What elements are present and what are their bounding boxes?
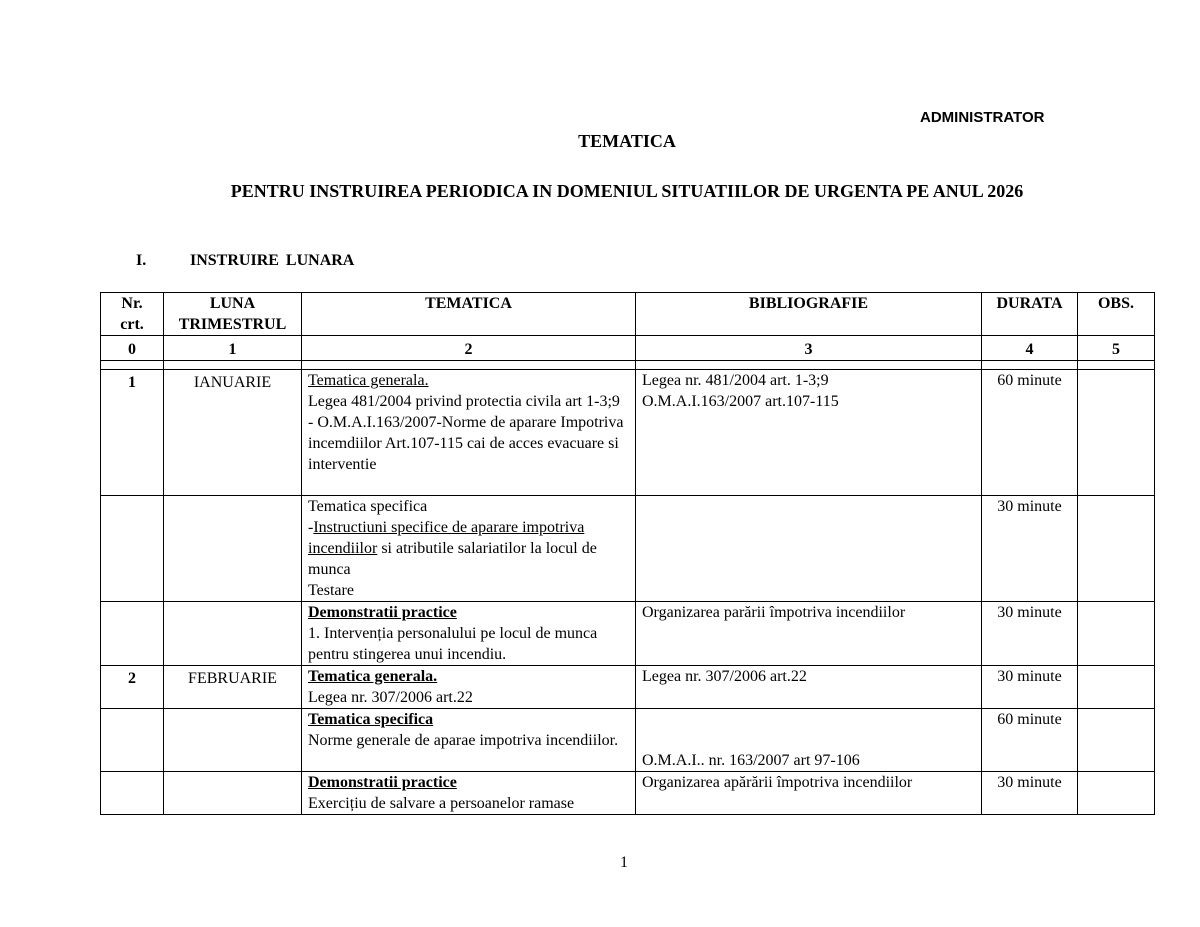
row-bibliografie <box>636 496 982 602</box>
column-number-row <box>101 336 1155 361</box>
tematica-body: Norme generale de aparae impotriva incendiilor. <box>308 732 619 749</box>
row-durata: 60 minute <box>982 709 1078 772</box>
table-row <box>101 496 1155 602</box>
spacer-row <box>101 361 1155 370</box>
row-bibliografie: Legea nr. 481/2004 art. 1-3;9 O.M.A.I.163/2007 art.107-115 <box>636 370 982 496</box>
table-header-row <box>101 293 1155 336</box>
header-durata: DURATA <box>982 293 1078 336</box>
tematica-body: Exercițiu de salvare a persoanelor ramase <box>308 795 575 812</box>
row-bibliografie: O.M.A.I.. nr. 163/2007 art 97-106 <box>636 709 982 772</box>
training-schedule-table <box>100 292 1155 815</box>
tematica-body: -Instructiuni specifice de aparare impotriva incendiilor si atributile salariatilor la locul de munca <box>308 519 597 578</box>
tematica-testare: Testare <box>308 582 354 599</box>
administrator-label: ADMINISTRATOR <box>920 109 1045 126</box>
table-row <box>101 772 1155 815</box>
row-tematica <box>302 666 636 709</box>
row-durata: 30 minute <box>982 602 1078 666</box>
row-tematica <box>302 496 636 602</box>
table-row <box>101 666 1155 709</box>
row-luna <box>164 709 302 772</box>
tematica-heading: Demonstratii practice <box>308 774 457 791</box>
col-num-1: 1 <box>164 336 302 361</box>
row-luna: FEBRUARIE <box>164 666 302 709</box>
section-title: INSTRUIRE LUNARA <box>190 252 355 269</box>
col-num-4: 4 <box>982 336 1078 361</box>
row-bibliografie: Organizarea apărării împotriva incendiilor <box>636 772 982 815</box>
tematica-body: Legea nr. 307/2006 art.22 <box>308 689 473 706</box>
tematica-heading: Tematica specifica <box>308 498 428 515</box>
row-bibliografie: Organizarea parării împotriva incendiilor <box>636 602 982 666</box>
row-nr <box>101 709 164 772</box>
row-tematica <box>302 709 636 772</box>
row-nr: 2 <box>101 666 164 709</box>
col-num-3: 3 <box>636 336 982 361</box>
tematica-heading: Demonstratii practice <box>308 604 457 621</box>
table-row <box>101 602 1155 666</box>
row-luna <box>164 772 302 815</box>
header-luna: LUNA TRIMESTRUL <box>164 293 302 336</box>
row-obs <box>1078 709 1155 772</box>
row-bibliografie: Legea nr. 307/2006 art.22 <box>636 666 982 709</box>
row-obs <box>1078 666 1155 709</box>
row-durata: 30 minute <box>982 772 1078 815</box>
document-title: TEMATICA <box>578 131 676 151</box>
row-durata: 60 minute <box>982 370 1078 496</box>
tematica-body: 1. Intervenția personalului pe locul de munca pentru stingerea unui incendiu. <box>308 625 598 663</box>
row-tematica <box>302 772 636 815</box>
row-durata: 30 minute <box>982 496 1078 602</box>
col-num-2: 2 <box>302 336 636 361</box>
row-obs <box>1078 772 1155 815</box>
row-obs <box>1078 602 1155 666</box>
tematica-heading: Tematica generala. <box>308 668 438 685</box>
col-num-0: 0 <box>101 336 164 361</box>
section-number: I. <box>136 252 147 269</box>
col-num-5: 5 <box>1078 336 1155 361</box>
tematica-body: Legea 481/2004 privind protectia civila art 1-3;9 - O.M.A.I.163/2007-Norme de aparare Impotriva incemdiilor Art.107-115 cai de acces evacuare si interventie <box>308 393 624 473</box>
row-luna <box>164 496 302 602</box>
row-nr <box>101 602 164 666</box>
row-durata: 30 minute <box>982 666 1078 709</box>
row-luna: IANUARIE <box>164 370 302 496</box>
row-tematica <box>302 370 636 496</box>
tematica-heading: Tematica generala. <box>308 372 429 389</box>
row-tematica <box>302 602 636 666</box>
row-obs <box>1078 496 1155 602</box>
header-bibliografie: BIBLIOGRAFIE <box>636 293 982 336</box>
row-nr <box>101 772 164 815</box>
row-nr: 1 <box>101 370 164 496</box>
header-tematica: TEMATICA <box>302 293 636 336</box>
row-nr <box>101 496 164 602</box>
table-row <box>101 709 1155 772</box>
row-luna <box>164 602 302 666</box>
header-nr: Nr. crt. <box>101 293 164 336</box>
table-row <box>101 370 1155 496</box>
header-obs: OBS. <box>1078 293 1155 336</box>
row-obs <box>1078 370 1155 496</box>
page-number: 1 <box>620 854 628 871</box>
tematica-heading: Tematica specifica <box>308 711 434 728</box>
document-subtitle: PENTRU INSTRUIREA PERIODICA IN DOMENIUL SITUATIILOR DE URGENTA PE ANUL 2026 <box>230 181 1024 201</box>
